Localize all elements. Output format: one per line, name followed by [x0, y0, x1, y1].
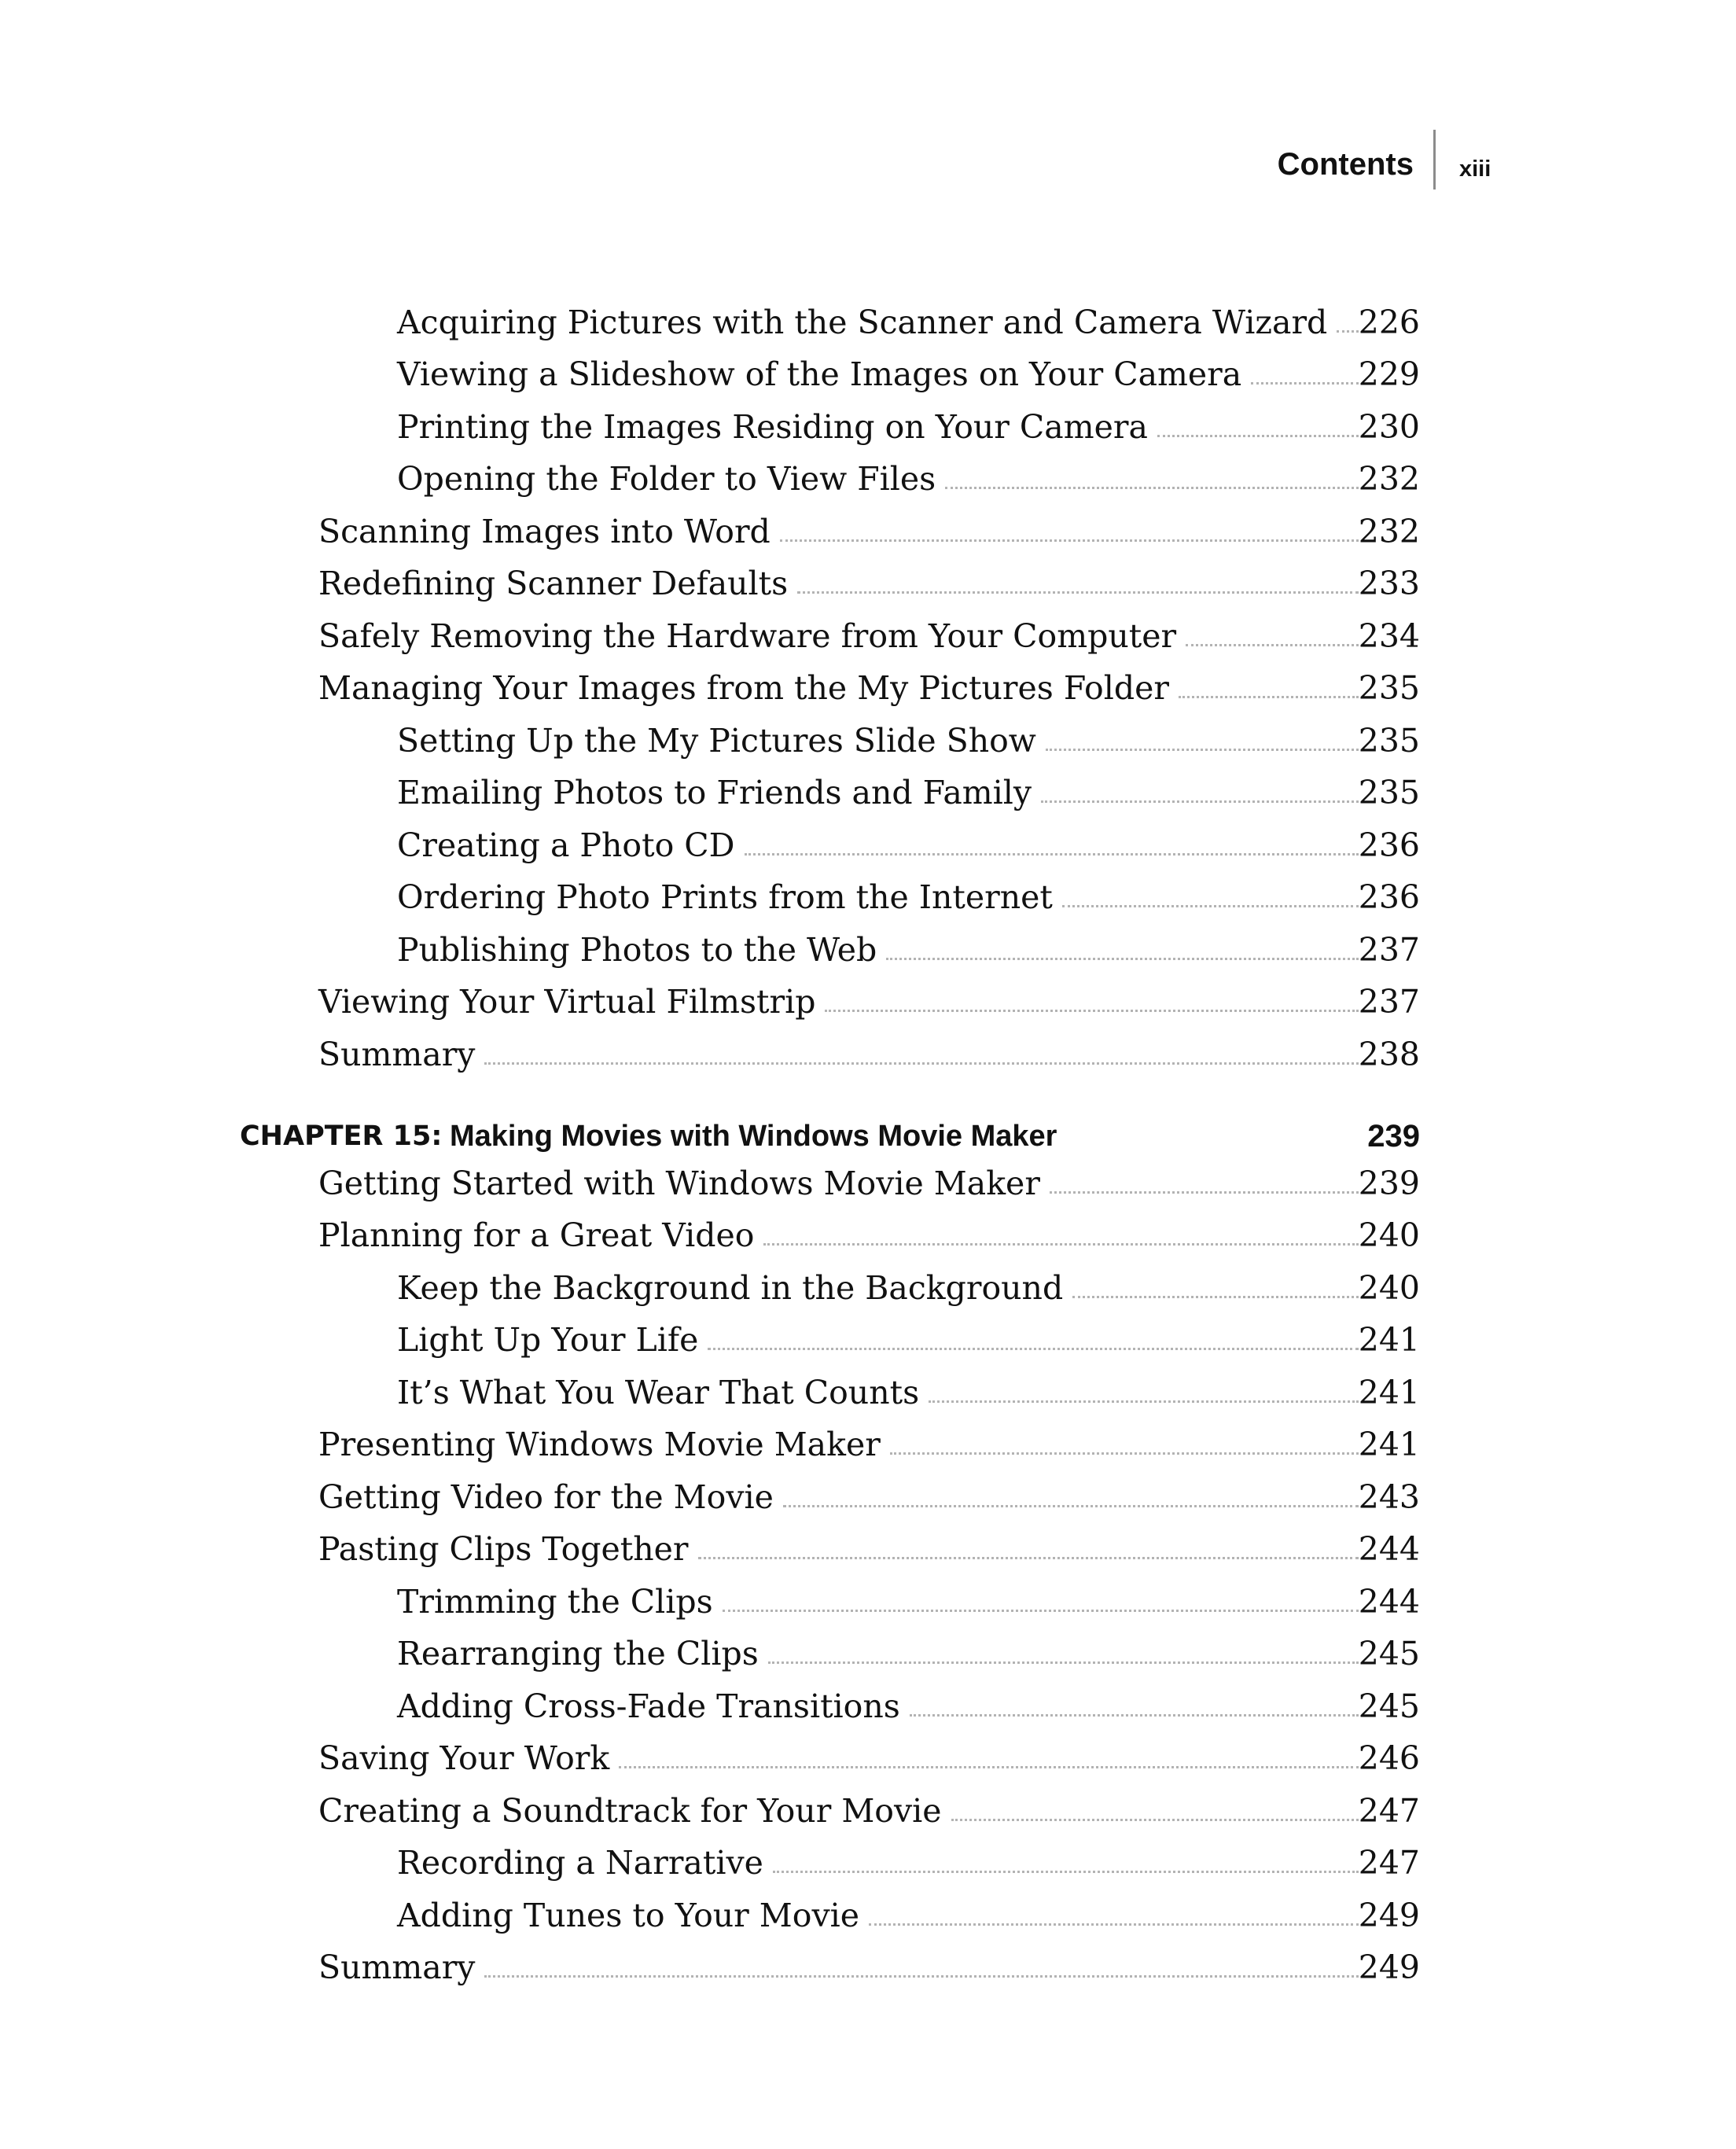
toc-entry-page: 232: [1358, 513, 1420, 550]
dot-leader: [1050, 1191, 1359, 1194]
toc-entry[interactable]: [0, 1316, 1736, 1363]
toc-entry-page: 249: [1358, 1948, 1420, 1986]
toc-entry-page: 232: [1358, 460, 1420, 498]
dot-leader: [869, 1923, 1359, 1926]
toc-entry-title: Planning for a Great Video: [318, 1216, 755, 1254]
toc-entry[interactable]: [0, 1160, 1736, 1207]
toc-entry[interactable]: [0, 403, 1736, 451]
toc-entry[interactable]: [0, 299, 1736, 346]
running-header-title: Contents: [1277, 147, 1414, 182]
chapter-title: Making Movies with Windows Movie Maker: [450, 1120, 1057, 1153]
toc-entry-page: 230: [1358, 408, 1420, 446]
toc-entry-title: Getting Started with Windows Movie Maker: [318, 1165, 1040, 1202]
toc-entry-title: Keep the Background in the Background: [397, 1269, 1064, 1307]
dot-leader: [951, 1819, 1359, 1821]
toc-entry-page: 233: [1358, 565, 1420, 602]
toc-entry-title: Redefining Scanner Defaults: [318, 565, 789, 602]
toc-entry-title: Managing Your Images from the My Pictures Folder: [318, 669, 1169, 707]
toc-entry-page: 243: [1358, 1478, 1420, 1516]
dot-leader: [886, 958, 1359, 960]
dot-leader: [484, 1062, 1359, 1065]
dot-leader: [768, 1661, 1359, 1664]
dot-leader: [698, 1557, 1359, 1559]
dot-leader: [890, 1452, 1359, 1455]
toc-entry-title: Creating a Photo CD: [397, 826, 735, 864]
toc-entry-title: Summary: [318, 1036, 476, 1073]
toc-entry-title: Pasting Clips Together: [318, 1530, 689, 1568]
toc-entry[interactable]: [0, 1787, 1736, 1834]
toc-entry-title: Acquiring Pictures with the Scanner and Camera Wizard: [397, 304, 1328, 341]
toc-entry-page: 236: [1358, 878, 1420, 916]
toc-entry-page: 246: [1358, 1739, 1420, 1777]
toc-entry[interactable]: [0, 1683, 1736, 1730]
toc-entry-title: Safely Removing the Hardware from Your Computer: [318, 617, 1177, 655]
toc-entry[interactable]: [0, 874, 1736, 921]
chapter-page: 239: [1367, 1119, 1420, 1154]
dot-leader: [1251, 382, 1359, 385]
toc-entry[interactable]: [0, 1421, 1736, 1468]
dot-leader: [484, 1975, 1359, 1978]
toc-entry[interactable]: [0, 1735, 1736, 1782]
dot-leader: [1046, 749, 1359, 751]
dot-leader: [825, 1010, 1359, 1012]
toc-entry-page: 247: [1358, 1792, 1420, 1830]
toc-entry-title: Recording a Narrative: [397, 1844, 763, 1882]
toc-entry-title: Publishing Photos to the Web: [397, 931, 877, 969]
toc-entry-page: 237: [1358, 983, 1420, 1021]
toc-entry-title: Scanning Images into Word: [318, 513, 771, 550]
toc-entry-page: 237: [1358, 931, 1420, 969]
toc-entry-page: 241: [1358, 1374, 1420, 1411]
toc-entry[interactable]: [0, 613, 1736, 660]
toc-entry[interactable]: [0, 1474, 1736, 1521]
toc-entry-page: 241: [1358, 1426, 1420, 1463]
toc-entry-title: It’s What You Wear That Counts: [397, 1374, 920, 1411]
toc-entry-title: Adding Cross-Fade Transitions: [397, 1687, 900, 1725]
toc-entry[interactable]: [0, 1944, 1736, 1991]
toc-entry[interactable]: [0, 1031, 1736, 1078]
toc-entry-title: Trimming the Clips: [397, 1583, 713, 1621]
toc-entry[interactable]: [0, 717, 1736, 764]
toc-entry-title: Opening the Folder to View Files: [397, 460, 936, 498]
dot-leader: [1179, 696, 1359, 698]
toc-entry[interactable]: [0, 1892, 1736, 1939]
dot-leader: [773, 1871, 1359, 1873]
dot-leader: [619, 1766, 1359, 1768]
toc-entry-page: 247: [1358, 1844, 1420, 1882]
toc-entry-title: Presenting Windows Movie Maker: [318, 1426, 881, 1463]
toc-entry-page: 226: [1358, 304, 1420, 341]
toc-entry-title: Emailing Photos to Friends and Family: [397, 774, 1032, 811]
toc-entry-title: Light Up Your Life: [397, 1321, 699, 1359]
toc-entry[interactable]: [0, 1264, 1736, 1312]
toc-entry-page: 245: [1358, 1687, 1420, 1725]
toc-entry-title: Summary: [318, 1948, 476, 1986]
toc-entry-page: 244: [1358, 1583, 1420, 1621]
toc-entry-title: Printing the Images Residing on Your Camera: [397, 408, 1148, 446]
dot-leader: [1157, 435, 1359, 437]
toc-entry[interactable]: [0, 822, 1736, 869]
dot-leader: [745, 853, 1359, 856]
toc-entry-page: 240: [1358, 1269, 1420, 1307]
dot-leader: [783, 1505, 1359, 1507]
toc-entry-page: 235: [1358, 669, 1420, 707]
toc-entry-page: 241: [1358, 1321, 1420, 1359]
toc-entry-page: 235: [1358, 774, 1420, 811]
toc-entry[interactable]: [0, 455, 1736, 502]
toc-entry[interactable]: [0, 664, 1736, 712]
dot-leader: [1062, 905, 1359, 907]
dot-leader: [1337, 330, 1359, 333]
dot-leader: [797, 591, 1359, 594]
toc-entry-title: Rearranging the Clips: [397, 1635, 759, 1672]
dot-leader: [780, 539, 1359, 542]
dot-leader: [708, 1348, 1359, 1350]
toc-entry-page: 234: [1358, 617, 1420, 655]
toc-entry-page: 244: [1358, 1530, 1420, 1568]
toc-entry[interactable]: [0, 560, 1736, 607]
toc-entry[interactable]: [0, 1630, 1736, 1677]
toc-entry[interactable]: [0, 926, 1736, 973]
dot-leader: [1041, 800, 1359, 803]
chapter-number: CHAPTER 15:: [240, 1120, 443, 1152]
dot-leader: [929, 1400, 1359, 1403]
toc-entry-page: 245: [1358, 1635, 1420, 1672]
toc-entry-page: 249: [1358, 1897, 1420, 1934]
chapter-heading[interactable]: [0, 1109, 1736, 1164]
toc-entry[interactable]: [0, 769, 1736, 816]
page-number: xiii: [1459, 156, 1491, 182]
dot-leader: [1072, 1296, 1359, 1298]
toc-entry-page: 239: [1358, 1165, 1420, 1202]
toc-entry[interactable]: [0, 508, 1736, 555]
toc-entry[interactable]: [0, 1525, 1736, 1573]
toc-entry-title: Creating a Soundtrack for Your Movie: [318, 1792, 942, 1830]
toc-entry-page: 238: [1358, 1036, 1420, 1073]
toc-entry[interactable]: [0, 1578, 1736, 1625]
toc-entry-page: 236: [1358, 826, 1420, 864]
toc-entry-page: 240: [1358, 1216, 1420, 1254]
toc-entry[interactable]: [0, 1212, 1736, 1259]
dot-leader: [723, 1610, 1359, 1612]
toc-entry-title: Setting Up the My Pictures Slide Show: [397, 722, 1036, 760]
toc-entry[interactable]: [0, 1839, 1736, 1886]
dot-leader: [910, 1714, 1359, 1717]
toc-entry-title: Getting Video for the Movie: [318, 1478, 774, 1516]
toc-entry-title: Viewing a Slideshow of the Images on Your Camera: [397, 355, 1242, 393]
toc-entry-title: Ordering Photo Prints from the Internet: [397, 878, 1053, 916]
dot-leader: [1186, 644, 1359, 646]
toc-entry-title: Viewing Your Virtual Filmstrip: [318, 983, 816, 1021]
toc-entry-page: 235: [1358, 722, 1420, 760]
toc-entry[interactable]: [0, 978, 1736, 1025]
toc-entry-title: Adding Tunes to Your Movie: [397, 1897, 860, 1934]
dot-leader: [945, 487, 1359, 489]
toc-entry-title: Saving Your Work: [318, 1739, 610, 1777]
dot-leader: [763, 1243, 1359, 1246]
toc-entry[interactable]: [0, 351, 1736, 398]
toc-entry[interactable]: [0, 1369, 1736, 1416]
toc-entry-page: 229: [1358, 355, 1420, 393]
